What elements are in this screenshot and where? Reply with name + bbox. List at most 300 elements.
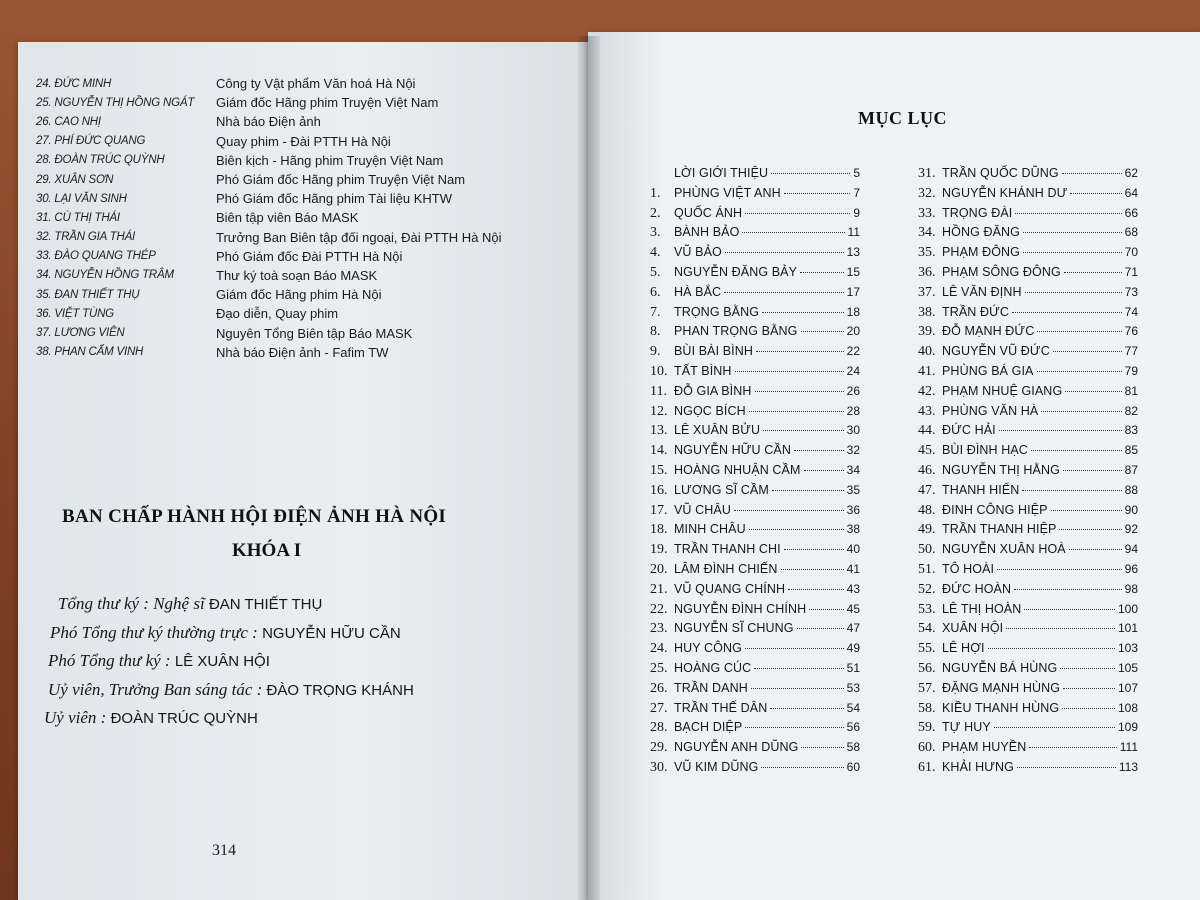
toc-entry-name: ĐINH CÔNG HIỆP <box>942 502 1048 517</box>
committee-row <box>40 708 560 737</box>
toc-entry-number: 17. <box>650 502 668 518</box>
toc-entry-name: BÙI BÀI BÌNH <box>674 344 753 359</box>
toc-leader-dots <box>742 232 844 233</box>
toc-entry-number: 51. <box>918 561 936 577</box>
toc-entry <box>918 404 1138 424</box>
toc-leader-dots <box>801 747 843 748</box>
toc-entry-page: 28 <box>846 403 860 418</box>
toc-entry-number: 34. <box>918 225 936 241</box>
member-row <box>36 189 556 208</box>
member-row <box>36 74 556 93</box>
toc-entry-page: 36 <box>846 502 860 517</box>
toc-entry <box>650 423 860 443</box>
toc-leader-dots <box>1037 371 1122 372</box>
toc-entry-name: PHÙNG VIỆT ANH <box>674 185 781 200</box>
toc-entry-page: 40 <box>846 542 860 557</box>
toc-entry <box>650 166 860 186</box>
toc-entry-number: 16. <box>650 482 668 498</box>
toc-entry-page: 35 <box>846 482 860 497</box>
toc-entry-name: ĐẶNG MẠNH HÙNG <box>942 680 1061 695</box>
toc-leader-dots <box>771 173 850 174</box>
toc-entry-name: PHẠM ĐÔNG <box>942 245 1020 260</box>
member-row <box>36 228 556 247</box>
toc-entry-name: HÀ BẮC <box>674 284 722 299</box>
toc-entry <box>650 681 860 701</box>
toc-entry-page: 79 <box>1124 363 1138 378</box>
toc-entry-page: 26 <box>846 383 860 398</box>
toc-leader-dots <box>754 668 843 669</box>
toc-entry-number: 30. <box>650 759 668 775</box>
page-number: 314 <box>212 842 236 859</box>
toc-entry <box>650 720 860 740</box>
toc-entry <box>650 463 860 483</box>
toc-entry-page: 49 <box>846 641 860 656</box>
member-name: 28. ĐOÀN TRÚC QUỲNH <box>36 154 165 167</box>
toc-entry-number: 28. <box>650 720 668 736</box>
toc-entry-name: NGUYỄN BÁ HÙNG <box>942 660 1058 675</box>
toc-leader-dots <box>745 727 843 728</box>
toc-leader-dots <box>1031 450 1122 451</box>
toc-entry-number: 36. <box>918 264 936 280</box>
toc-entry-page: 113 <box>1118 759 1138 774</box>
toc-entry-number: 7. <box>650 304 661 320</box>
toc-leader-dots <box>1063 470 1122 471</box>
toc-entry-name: HOÀNG NHUẬN CẦM <box>674 462 801 477</box>
toc-entry-number: 5. <box>650 264 661 280</box>
toc-entry-number: 53. <box>918 601 936 617</box>
toc-entry-page: 98 <box>1124 581 1138 596</box>
toc-entry-number: 56. <box>918 660 936 676</box>
toc-entry-number: 2. <box>650 205 661 221</box>
toc-entry-page: 66 <box>1124 205 1138 220</box>
toc-entry-page: 108 <box>1117 700 1138 715</box>
toc-entry-number: 58. <box>918 700 936 716</box>
toc-entry-page: 51 <box>846 660 860 675</box>
toc-entry-number: 29. <box>650 740 668 756</box>
toc-entry <box>918 720 1138 740</box>
toc-entry-name: BÀNH BẢO <box>674 225 740 240</box>
toc-entry-page: 34 <box>846 462 860 477</box>
toc-entry <box>918 364 1138 384</box>
toc-leader-dots <box>735 371 844 372</box>
member-name: 34. NGUYỄN HỒNG TRÂM <box>36 269 174 282</box>
toc-leader-dots <box>725 252 844 253</box>
toc-entry <box>650 503 860 523</box>
toc-leader-dots <box>988 648 1115 649</box>
toc-leader-dots <box>1023 232 1122 233</box>
toc-entry-number: 26. <box>650 680 668 696</box>
toc-entry-name: TRẦN THẾ DÂN <box>674 700 768 715</box>
toc-entry-page: 43 <box>846 581 860 596</box>
toc-entry-page: 53 <box>846 680 860 695</box>
member-row <box>36 151 556 170</box>
committee-row <box>40 623 560 652</box>
toc-leader-dots <box>1063 688 1115 689</box>
member-name: 30. LẠI VĂN SINH <box>36 192 127 205</box>
member-name: 35. ĐAN THIẾT THỤ <box>36 288 140 301</box>
member-row <box>36 285 556 304</box>
toc-entry-name: BÙI ĐÌNH HẠC <box>942 443 1028 458</box>
toc-entry-page: 107 <box>1117 680 1138 695</box>
toc-entry <box>650 305 860 325</box>
member-name: 38. PHAN CẨM VINH <box>36 346 144 359</box>
toc-entry-page: 94 <box>1124 542 1138 557</box>
toc-entry-page: 5 <box>853 166 860 180</box>
toc-entry-name: TỰ HUY <box>942 720 991 735</box>
member-row <box>36 170 556 189</box>
toc-entry-number: 54. <box>918 621 936 637</box>
toc-leader-dots <box>1060 668 1115 669</box>
member-role: Nguyên Tổng Biên tập Báo MASK <box>216 325 413 341</box>
committee-role: Phó Tổng thư ký thường trực : <box>50 622 263 642</box>
toc-entry-page: 20 <box>846 324 860 339</box>
committee-name: LÊ XUÂN HỘI <box>174 653 270 670</box>
toc-entry-page: 11 <box>847 225 860 240</box>
toc-leader-dots <box>763 430 844 431</box>
toc-leader-dots <box>794 450 844 451</box>
toc-entry-page: 82 <box>1124 403 1138 418</box>
toc-entry-page: 60 <box>846 759 860 774</box>
member-role: Biên kịch - Hãng phim Truyện Việt Nam <box>216 152 444 168</box>
toc-entry-name: TRỌNG BẰNG <box>674 304 760 319</box>
toc-entry <box>650 641 860 661</box>
toc-entry <box>918 641 1138 661</box>
toc-entry <box>918 760 1138 780</box>
toc-entry-page: 74 <box>1124 304 1138 319</box>
member-row <box>36 266 556 285</box>
toc-leader-dots <box>724 292 844 293</box>
toc-leader-dots <box>784 549 844 550</box>
toc-entry-name: LÂM ĐÌNH CHIẾN <box>674 561 778 576</box>
committee-role: Phó Tổng thư ký : <box>48 651 175 670</box>
toc-entry-number: 14. <box>650 443 668 459</box>
member-role: Đạo diễn, Quay phim <box>216 306 339 322</box>
toc-leader-dots <box>1037 331 1121 332</box>
toc-entry-name: TRẦN THANH CHI <box>674 542 781 557</box>
toc-entry-number: 40. <box>918 344 936 360</box>
toc-entry-name: TRẦN THANH HIỆP <box>942 522 1057 537</box>
toc-entry-name: NGUYỄN ĐÌNH CHÍNH <box>674 601 807 616</box>
toc-entry <box>650 701 860 721</box>
toc-entry-number: 39. <box>918 324 936 340</box>
toc-entry-name: NGUYỄN SĨ CHUNG <box>674 621 794 636</box>
toc-entry-page: 85 <box>1124 443 1138 458</box>
committee-row <box>40 651 560 680</box>
toc-leader-dots <box>1017 767 1116 768</box>
member-row <box>36 132 556 151</box>
toc-entry-name: TRẦN ĐỨC <box>942 304 1010 319</box>
member-row <box>36 93 556 112</box>
toc-entry-page: 77 <box>1124 344 1138 359</box>
toc-entry-name: VŨ CHÂU <box>674 502 731 517</box>
toc-entry-name: HUY CÔNG <box>674 641 742 656</box>
member-list <box>36 74 556 362</box>
toc-entry-name: TÔ HOÀI <box>942 561 995 576</box>
toc-leader-dots <box>745 213 850 214</box>
toc-entry <box>918 503 1138 523</box>
toc-entry-name: LÊ HỢI <box>942 641 985 656</box>
toc-entry-page: 30 <box>846 423 860 438</box>
toc-entry-name: KHẢI HƯNG <box>942 759 1014 774</box>
toc-entry <box>918 522 1138 542</box>
toc-entry-page: 45 <box>846 601 860 616</box>
toc-entry-name: THANH HIỂN <box>942 482 1020 497</box>
toc-entry-number: 41. <box>918 363 936 379</box>
member-row <box>36 304 556 323</box>
toc-entry <box>918 542 1138 562</box>
toc-entry-name: HỒNG ĐĂNG <box>942 225 1020 240</box>
toc-entry-page: 18 <box>846 304 860 319</box>
toc-entry-number: 21. <box>650 581 668 597</box>
toc-entry <box>650 483 860 503</box>
toc-entry-number: 37. <box>918 284 936 300</box>
toc-entry-page: 38 <box>846 522 860 537</box>
toc-leader-dots <box>749 529 844 530</box>
toc-entry-number: 23. <box>650 621 668 637</box>
toc-entry <box>650 522 860 542</box>
toc-entry-page: 103 <box>1117 641 1138 656</box>
toc-entry-name: NGUYỄN HỮU CẦN <box>674 443 791 458</box>
toc-entry-number: 4. <box>650 245 661 261</box>
toc-entry-name: HOÀNG CÚC <box>674 660 752 675</box>
toc-entry <box>650 186 860 206</box>
toc-entry <box>918 344 1138 364</box>
toc-entry <box>918 661 1138 681</box>
toc-leader-dots <box>800 272 844 273</box>
toc-entry-number: 10. <box>650 363 668 379</box>
toc-entry-page: 73 <box>1124 284 1138 299</box>
toc-entry-number: 44. <box>918 423 936 439</box>
toc-leader-dots <box>1006 628 1115 629</box>
toc-entry-name: BẠCH DIỆP <box>674 720 743 735</box>
toc-entry <box>650 621 860 641</box>
toc-entry-page: 76 <box>1124 324 1138 339</box>
toc-leader-dots <box>809 609 843 610</box>
toc-leader-dots <box>1041 411 1121 412</box>
toc-entry <box>918 265 1138 285</box>
toc-entry-page: 24 <box>846 363 860 378</box>
toc-entry-page: 54 <box>846 700 860 715</box>
toc-entry-name: ĐỨC HOÀN <box>942 581 1012 596</box>
toc-entry-number: 57. <box>918 680 936 696</box>
toc-entry-name: LÊ VĂN ĐỊNH <box>942 284 1022 299</box>
toc-leader-dots <box>1023 252 1122 253</box>
toc-leader-dots <box>797 628 844 629</box>
toc-leader-dots <box>734 510 844 511</box>
toc-title: MỤC LỤC <box>858 108 947 128</box>
toc-entry-name: VŨ BẢO <box>674 245 722 260</box>
toc-entry-page: 109 <box>1117 720 1138 735</box>
toc-entry-name: LƯƠNG SĨ CẦM <box>674 482 769 497</box>
toc-leader-dots <box>1015 213 1121 214</box>
toc-entry-name: NGUYỄN KHÁNH DƯ <box>942 185 1068 200</box>
toc-entry-number: 60. <box>918 740 936 756</box>
toc-entry-name: TRẦN DANH <box>674 680 748 695</box>
toc-entry-page: 56 <box>846 720 860 735</box>
toc-leader-dots <box>1059 529 1121 530</box>
toc-entry <box>918 463 1138 483</box>
toc-entry <box>650 206 860 226</box>
toc-leader-dots <box>1029 747 1116 748</box>
toc-entry-name: LÊ XUÂN BỬU <box>674 423 761 438</box>
toc-entry <box>650 285 860 305</box>
toc-entry <box>650 404 860 424</box>
toc-entry-page: 32 <box>846 443 860 458</box>
toc-leader-dots <box>762 312 844 313</box>
toc-entry-page: 62 <box>1124 166 1138 180</box>
toc-leader-dots <box>1062 173 1122 174</box>
toc-entry-name: NGUYỄN ĐĂNG BẢY <box>674 264 798 279</box>
toc-leader-dots <box>784 193 851 194</box>
toc-entry-name: TRẦN QUỐC DŨNG <box>942 166 1059 180</box>
member-role: Phó Giám đốc Hãng phim Truyện Việt Nam <box>216 172 466 188</box>
toc-entry <box>918 681 1138 701</box>
toc-entry <box>650 344 860 364</box>
toc-entry <box>918 285 1138 305</box>
toc-entry-number: 22. <box>650 601 668 617</box>
member-role: Giám đốc Hãng phim Truyện Việt Nam <box>216 95 439 111</box>
toc-entry-page: 90 <box>1124 502 1138 517</box>
toc-entry-number: 11. <box>650 383 667 399</box>
member-name: 26. CAO NHỊ <box>36 115 101 128</box>
toc-entry <box>650 324 860 344</box>
toc-entry-name: NGUYỄN ANH DŨNG <box>674 740 799 755</box>
toc-entry-number: 32. <box>918 185 936 201</box>
member-row <box>36 247 556 266</box>
toc-entry-name: VŨ KIM DŨNG <box>674 759 759 774</box>
member-name: 31. CÙ THỊ THÁI <box>36 211 120 224</box>
committee-role: Uỷ viên, Trưởng Ban sáng tác : <box>48 679 267 699</box>
toc-leader-dots <box>1053 351 1122 352</box>
toc-entry-name: PHAN TRỌNG BẰNG <box>674 324 798 339</box>
toc-entry-name: LỜI GIỚI THIỆU <box>674 166 769 180</box>
toc-entry-page: 47 <box>846 621 860 636</box>
toc-entry-number: 49. <box>918 522 936 538</box>
toc-entry-number: 45. <box>918 443 936 459</box>
toc-entry <box>918 483 1138 503</box>
toc-entry-page: 17 <box>846 284 860 299</box>
member-role: Thư ký toà soạn Báo MASK <box>216 267 378 283</box>
toc-entry <box>650 443 860 463</box>
committee-name: ĐOÀN TRÚC QUỲNH <box>110 710 258 727</box>
toc-entry <box>918 166 1138 186</box>
toc-entry-number: 27. <box>650 700 668 716</box>
toc-entry-number: 38. <box>918 304 936 320</box>
toc-entry <box>650 582 860 602</box>
toc-entry-number: 59. <box>918 720 936 736</box>
toc-leader-dots <box>755 391 844 392</box>
toc-entry <box>918 305 1138 325</box>
toc-entry-page: 15 <box>846 264 860 279</box>
toc-entry-page: 96 <box>1124 561 1138 576</box>
committee-row <box>40 680 560 709</box>
toc-entry-number: 52. <box>918 581 936 597</box>
toc-entry-name: XUÂN HỘI <box>942 621 1004 636</box>
toc-entry <box>918 423 1138 443</box>
toc-entry <box>918 206 1138 226</box>
toc-entry-name: PHÙNG VĂN HÀ <box>942 403 1039 418</box>
toc-leader-dots <box>994 727 1115 728</box>
toc-entry <box>918 384 1138 404</box>
member-name: 32. TRẦN GIA THÁI <box>36 231 136 244</box>
toc-entry-page: 68 <box>1124 225 1138 240</box>
toc-entry <box>650 760 860 780</box>
toc-leader-dots <box>999 430 1122 431</box>
toc-leader-dots <box>751 688 844 689</box>
toc-leader-dots <box>781 569 844 570</box>
toc-entry-number: 1. <box>650 185 661 201</box>
toc-entry <box>918 602 1138 622</box>
toc-entry-number: 46. <box>918 462 936 478</box>
toc-entry <box>918 701 1138 721</box>
committee-name: ĐÀO TRỌNG KHÁNH <box>266 681 414 699</box>
book-spine <box>578 36 600 900</box>
toc-entry-number: 18. <box>650 522 668 538</box>
toc-entry <box>650 225 860 245</box>
toc-entry-name: NGỌC BÍCH <box>674 403 746 418</box>
member-name: 29. XUÂN SƠN <box>36 173 114 186</box>
member-role: Biên tập viên Báo MASK <box>216 210 359 226</box>
toc-entry-number: 9. <box>650 344 661 360</box>
toc-entry <box>918 562 1138 582</box>
toc-entry-number: 43. <box>918 403 936 419</box>
toc-entry <box>918 582 1138 602</box>
toc-entry-number: 3. <box>650 225 661 241</box>
toc-leader-dots <box>997 569 1122 570</box>
member-role: Quay phim - Đài PTTH Hà Nội <box>216 133 391 149</box>
toc-leader-dots <box>788 589 844 590</box>
member-row <box>36 112 556 131</box>
toc-leader-dots <box>804 470 844 471</box>
toc-leader-dots <box>1025 292 1122 293</box>
toc-entry-name: KIỀU THANH HÙNG <box>942 700 1060 715</box>
toc-entry-name: NGUYỄN VŨ ĐỨC <box>942 344 1050 359</box>
toc-entry-name: MINH CHÂU <box>674 522 746 537</box>
toc-entry-page: 111 <box>1119 740 1138 755</box>
member-name: 27. PHÍ ĐỨC QUANG <box>36 135 146 148</box>
toc-entry-name: PHẠM SÔNG ĐÔNG <box>942 264 1061 279</box>
toc-entry-page: 41 <box>846 561 860 576</box>
toc-entry-number: 35. <box>918 245 936 261</box>
toc-leader-dots <box>1064 272 1122 273</box>
toc-entry-page: 7 <box>853 185 860 200</box>
member-row <box>36 343 556 362</box>
toc-entry-number: 50. <box>918 542 936 558</box>
member-name: 25. NGUYỄN THỊ HỒNG NGÁT <box>36 96 195 109</box>
toc-entry-page: 71 <box>1124 264 1138 279</box>
member-role: Phó Giám đốc Hãng phim Tài liệu KHTW <box>216 191 453 207</box>
toc-entry-number: 15. <box>650 462 668 478</box>
toc-entry <box>918 740 1138 760</box>
member-name: 36. VIỆT TÙNG <box>36 307 114 320</box>
toc-leader-dots <box>1065 391 1121 392</box>
toc-entry-number: 19. <box>650 542 668 558</box>
section-subtitle: KHÓA I <box>232 540 302 561</box>
toc-entry-page: 9 <box>853 205 860 220</box>
toc-entry-number: 6. <box>650 284 661 300</box>
toc-entry-page: 100 <box>1117 601 1138 616</box>
toc-entry-number: 48. <box>918 502 936 518</box>
toc-entry-page: 64 <box>1124 185 1138 200</box>
toc-entry-name: PHẠM NHUỆ GIANG <box>942 383 1063 398</box>
toc-leader-dots <box>761 767 843 768</box>
committee-name: NGUYỄN HỮU CẦN <box>262 624 401 642</box>
toc-entry-page: 105 <box>1117 660 1138 675</box>
toc-entry-number: 61. <box>918 759 936 775</box>
toc-leader-dots <box>1024 609 1115 610</box>
toc-entry <box>918 225 1138 245</box>
member-row <box>36 208 556 227</box>
